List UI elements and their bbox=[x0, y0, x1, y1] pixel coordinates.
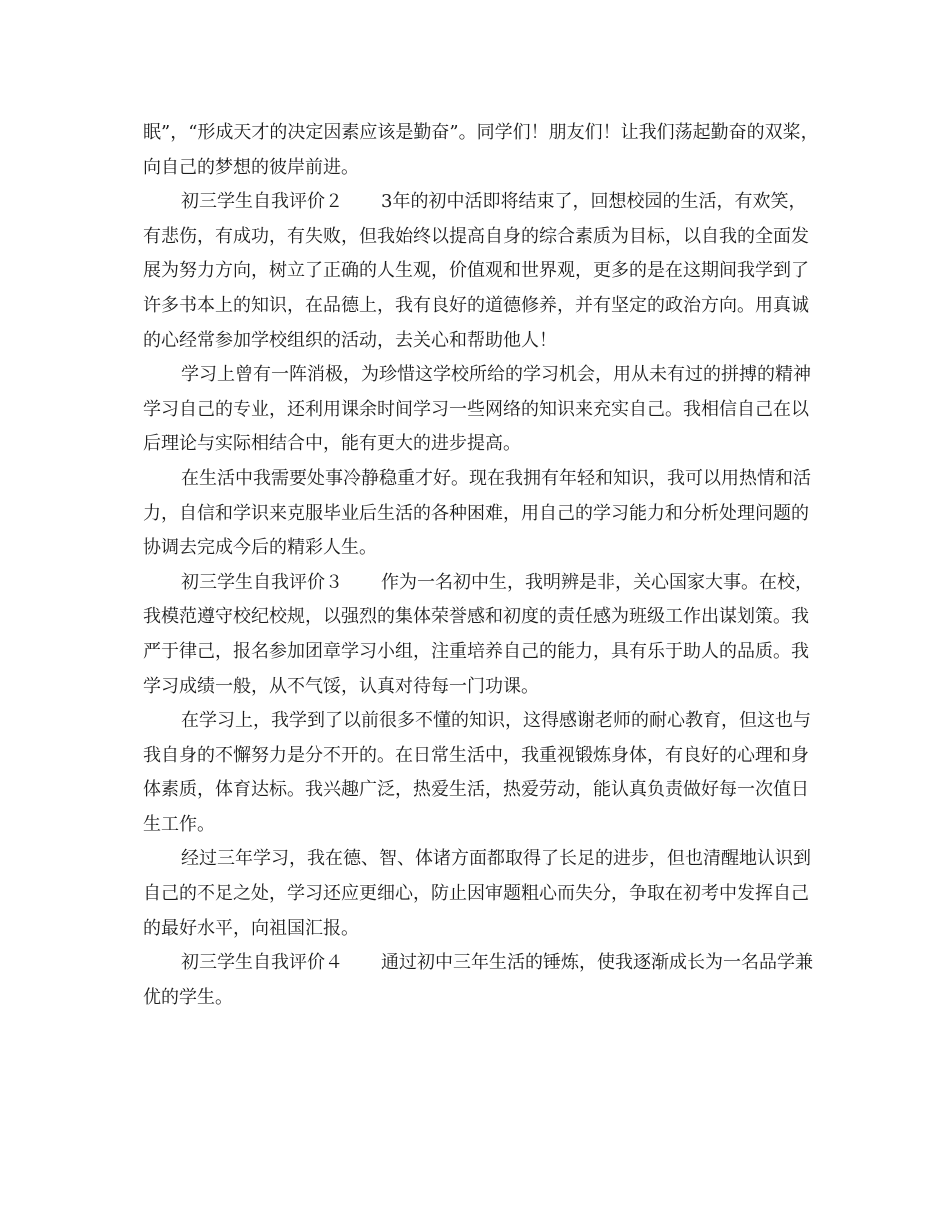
paragraph bbox=[143, 358, 823, 462]
document-body bbox=[143, 116, 823, 1015]
paragraph bbox=[143, 842, 823, 946]
paragraph bbox=[143, 462, 823, 566]
paragraph-text: 经过三年学习，我在德、智、体诸方面都取得了长足的进步，但也清醒地认识到自己的不足之处，学习还应更细心，防止因审题粗心而失分，争取在初考中发挥自己的最好水平，向祖国汇报。 bbox=[143, 848, 811, 939]
paragraph bbox=[143, 116, 823, 185]
paragraph-text: 通过初中三年生活的锤炼，使我逐渐成长为一名品学兼优的学生。 bbox=[143, 952, 813, 1008]
section-heading: 初三学生自我评价４ bbox=[181, 952, 343, 974]
paragraph bbox=[143, 946, 823, 1015]
paragraph-text: 3年的初中活即将结束了，回想校园的生活，有欢笑，有悲伤，有成功，有失败，但我始终以提高自身的综合素质为目标，以自我的全面发展为努力方向，树立了正确的人生观，价值观和世界观，更多的是在这期间我学到了许多书本上的知识，在品德上，我有良好的道德修养，并有坚定的政治方向。用真诚的心经常参加学校组织的活动，去关心和帮助他人！ bbox=[143, 191, 809, 351]
section-heading: 初三学生自我评价３ bbox=[181, 571, 343, 593]
paragraph bbox=[143, 704, 823, 842]
paragraph-text: 在学习上，我学到了以前很多不懂的知识，这得感谢老师的耐心教育，但这也与我自身的不懈努力是分不开的。在日常生活中，我重视锻炼身体，有良好的心理和身体素质，体育达标。我兴趣广泛，热爱生活，热爱劳动，能认真负责做好每一次值日生工作。 bbox=[143, 710, 811, 835]
paragraph bbox=[143, 566, 823, 704]
section-heading: 初三学生自我评价２ bbox=[181, 191, 343, 213]
paragraph-text: 作为一名初中生，我明辨是非，关心国家大事。在校，我模范遵守校纪校规，以强烈的集体荣誉感和初度的责任感为班级工作出谋划策。我严于律己，报名参加团章学习小组，注重培养自己的能力，具有乐于助人的品质。我学习成绩一般，从不气馁，认真对待每一门功课。 bbox=[143, 571, 813, 697]
paragraph-text: 学习上曾有一阵消极，为珍惜这学校所给的学习机会，用从未有过的拼搏的精神学习自己的专业，还利用课余时间学习一些网络的知识来充实自己。我相信自己在以后理论与实际相结合中，能有更大的进步提高。 bbox=[143, 364, 811, 455]
paragraph bbox=[143, 185, 823, 358]
paragraph-text: 在生活中我需要处事冷静稳重才好。现在我拥有年轻和知识，我可以用热情和活力，自信和学识来克服毕业后生活的各种困难，用自己的学习能力和分析处理问题的协调去完成今后的精彩人生。 bbox=[143, 467, 811, 559]
paragraph-text: 眠”，“形成天才的决定因素应该是勤奋”。同学们！朋友们！让我们荡起勤奋的双桨，向自己的梦想的彼岸前进。 bbox=[143, 122, 819, 178]
